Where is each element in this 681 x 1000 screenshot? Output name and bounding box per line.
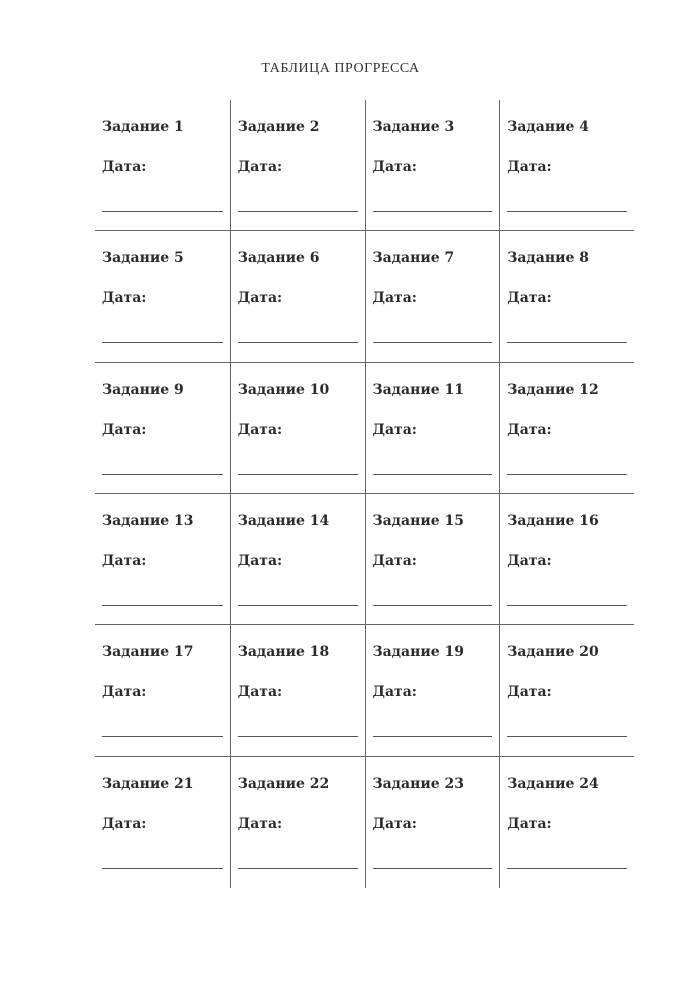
date-label: Дата: [507,159,552,175]
task-cell [95,494,230,625]
task-cell [230,231,365,362]
date-label: Дата: [507,421,552,438]
date-label: Дата: [372,815,417,832]
date-label: Дата: [507,815,552,832]
date-label: Дата: [102,684,147,701]
date-label: Дата: [102,290,147,307]
task-cell [230,494,365,625]
date-entry-line[interactable] [238,736,358,737]
date-entry-line[interactable] [102,342,223,343]
task-label: Задание 14 [237,512,330,529]
task-label: Задание 24 [507,775,599,792]
task-label: Задание 7 [372,250,455,267]
task-cell [365,757,500,888]
date-label: Дата: [237,815,283,832]
date-entry-line[interactable] [373,868,493,869]
task-label: Задание 20 [507,644,599,661]
date-label: Дата: [507,684,552,701]
date-entry-line[interactable] [102,868,223,869]
date-entry-line[interactable] [507,342,627,343]
task-cell [499,625,634,756]
date-label: Дата: [237,421,283,438]
date-entry-line[interactable] [102,605,223,606]
task-label: Задание 22 [237,775,330,792]
date-label: Дата: [372,159,417,175]
date-label: Дата: [237,290,283,307]
task-label: Задание 15 [372,512,464,529]
date-label: Дата: [372,552,417,569]
task-label: Задание 1 [102,119,184,135]
task-cell [365,100,500,231]
task-label: Задание 18 [237,644,330,661]
task-cell [95,625,230,756]
task-cell [230,757,365,888]
date-entry-line[interactable] [373,342,493,343]
task-cell [499,231,634,362]
date-entry-line[interactable] [102,474,223,475]
date-label: Дата: [372,684,417,701]
date-entry-line[interactable] [373,211,493,212]
date-label: Дата: [372,290,417,307]
date-label: Дата: [237,552,283,569]
date-entry-line[interactable] [238,211,358,212]
date-entry-line[interactable] [373,474,493,475]
task-cell [95,363,230,494]
date-entry-line[interactable] [507,474,627,475]
task-label: Задание 16 [507,512,599,529]
task-label: Задание 13 [102,512,194,529]
date-entry-line[interactable] [238,342,358,343]
date-entry-line[interactable] [102,736,223,737]
task-label: Задание 11 [372,381,464,398]
task-cell [365,625,500,756]
task-label: Задание 10 [237,381,330,398]
task-label: Задание 21 [102,775,194,792]
task-cell [499,363,634,494]
task-cell [230,100,365,231]
progress-table [95,100,634,888]
task-label: Задание 6 [237,250,320,267]
task-cell [365,231,500,362]
date-entry-line[interactable] [373,736,493,737]
task-label: Задание 17 [102,644,194,661]
date-entry-line[interactable] [238,868,358,869]
task-cell [95,100,230,231]
date-entry-line[interactable] [102,211,223,212]
task-label: Задание 12 [507,381,599,398]
date-entry-line[interactable] [507,211,627,212]
task-label: Задание 19 [372,644,464,661]
date-entry-line[interactable] [238,474,358,475]
task-label: Задание 3 [372,119,455,135]
page-title: ТАБЛИЦА ПРОГРЕССА [261,61,420,76]
task-label: Задание 5 [102,250,184,267]
task-cell [499,494,634,625]
date-label: Дата: [102,552,147,569]
task-cell [365,363,500,494]
date-label: Дата: [237,684,283,701]
task-label: Задание 9 [102,381,184,398]
date-label: Дата: [372,421,417,438]
date-label: Дата: [507,552,552,569]
date-entry-line[interactable] [507,868,627,869]
task-cell [230,363,365,494]
date-entry-line[interactable] [373,605,493,606]
task-cell [95,757,230,888]
task-label: Задание 2 [237,119,320,135]
date-entry-line[interactable] [238,605,358,606]
task-cell [499,757,634,888]
task-cell [499,100,634,231]
date-entry-line[interactable] [507,605,627,606]
date-label: Дата: [507,290,552,307]
task-label: Задание 8 [507,250,589,267]
date-entry-line[interactable] [507,736,627,737]
task-cell [365,494,500,625]
date-label: Дата: [102,815,147,832]
date-label: Дата: [237,159,283,175]
date-label: Дата: [102,159,147,175]
date-label: Дата: [102,421,147,438]
task-cell [95,231,230,362]
task-cell [230,625,365,756]
task-label: Задание 4 [507,119,589,135]
task-label: Задание 23 [372,775,464,792]
